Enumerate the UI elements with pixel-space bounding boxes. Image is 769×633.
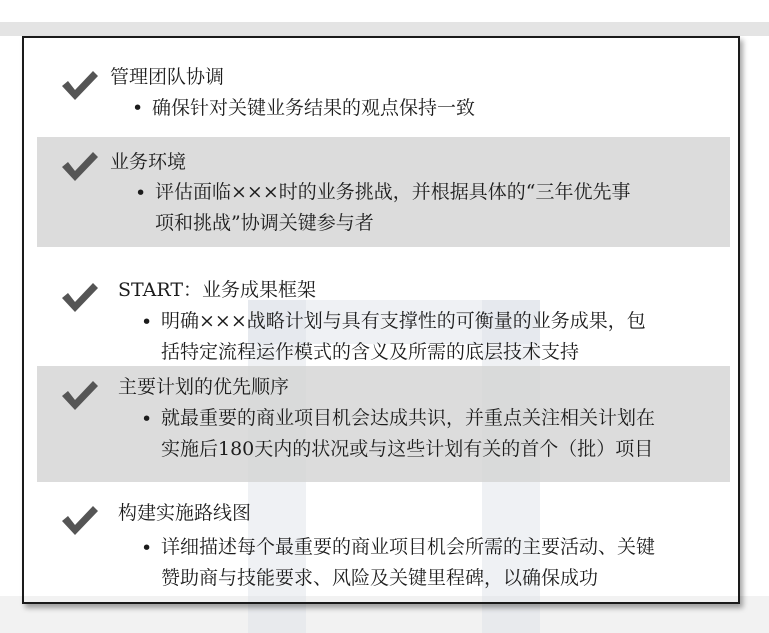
section-bullet-text	[161, 532, 726, 594]
bullet-line: 实施后180天内的状况或与这些计划有关的首个（批）项目	[161, 438, 654, 460]
check-icon	[59, 149, 99, 183]
section-bullet-text	[161, 403, 726, 465]
checklist-section	[37, 137, 730, 247]
section-bullet-text	[152, 93, 712, 124]
section-bullet-text	[161, 306, 726, 368]
bullet-dot: •	[141, 408, 153, 430]
section-title: 构建实施路线图	[118, 502, 252, 524]
bullet-line: 评估面临×××时的业务挑战，并根据具体的“三年优先事	[155, 181, 631, 203]
check-icon	[59, 378, 99, 412]
bullet-line: 赞助商与技能要求、风险及关键里程碑，以确保成功	[161, 567, 599, 589]
section-title: 业务环境	[110, 151, 187, 173]
checklist-section	[37, 488, 730, 602]
bullet-line: 确保针对关键业务结果的观点保持一致	[152, 97, 476, 119]
section-bullet-text	[155, 177, 725, 239]
bullet-line: 项和挑战”协调关键参与者	[155, 212, 374, 234]
check-icon	[59, 68, 99, 102]
check-icon	[59, 280, 99, 314]
section-title: START：业务成果框架	[118, 279, 317, 301]
bullet-line: 明确×××战略计划与具有支撑性的可衡量的业务成果，包	[161, 310, 646, 332]
bullet-dot: •	[141, 537, 153, 559]
top-decorative-band	[0, 22, 769, 36]
section-title: 主要计划的优先顺序	[118, 376, 290, 398]
check-icon	[59, 503, 99, 537]
checklist-section	[37, 38, 730, 133]
checklist-section	[37, 253, 730, 363]
bullet-dot: •	[132, 97, 144, 119]
bullet-dot: •	[135, 182, 147, 204]
checklist-section	[37, 366, 730, 482]
bullet-line: 详细描述每个最重要的商业项目机会所需的主要活动、关键	[161, 536, 656, 558]
checklist-frame	[22, 36, 740, 604]
bullet-line: 就最重要的商业项目机会达成共识，并重点关注相关计划在	[161, 407, 656, 429]
bullet-line: 括特定流程运作模式的含义及所需的底层技术支持	[161, 341, 580, 363]
bullet-dot: •	[141, 311, 153, 333]
section-title: 管理团队协调	[110, 66, 225, 88]
